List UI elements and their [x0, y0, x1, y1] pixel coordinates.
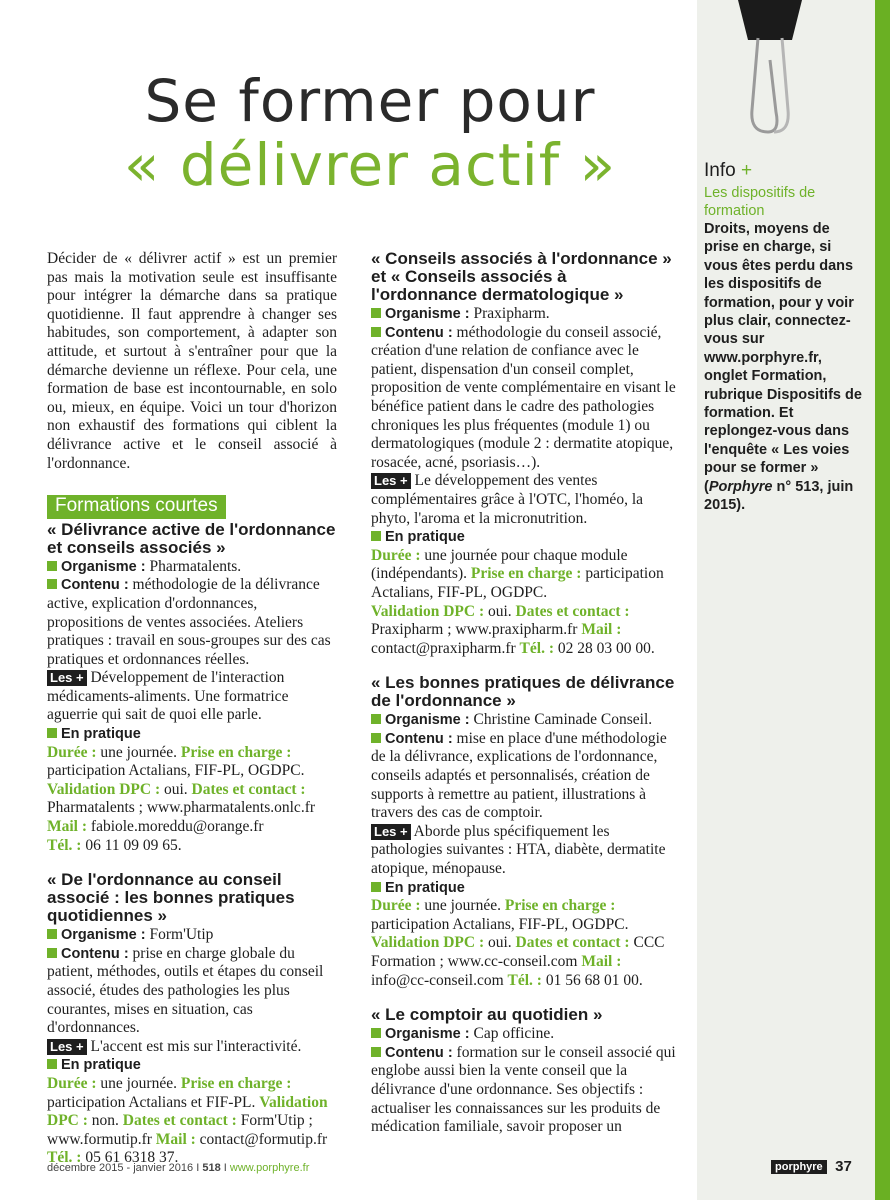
bullet-square-icon — [371, 308, 381, 318]
label-mail: Mail : — [47, 818, 88, 836]
info-heading — [704, 160, 864, 182]
label-dates: Dates et contact : — [191, 780, 306, 798]
footer — [47, 1162, 309, 1174]
label-tel: Tél. : — [47, 836, 82, 854]
entry-title: « Délivrance active de l'ordonnance et conseils associés » — [47, 519, 336, 557]
entry-dates: Form'Utip ; www.formutip.fr — [47, 1112, 313, 1148]
title-line-2: « délivrer actif » — [123, 130, 617, 199]
info-text-end: n° 513, juin 2015). — [704, 478, 854, 514]
label-organisme: Organisme : — [385, 1026, 470, 1043]
entry-title: « Le comptoir au quotidien » — [371, 1005, 603, 1025]
label-validation: Validation DPC : — [371, 602, 485, 620]
entry-plus: L'accent est mis sur l'interactivité. — [90, 1037, 302, 1055]
entry-duree: une journée. — [100, 1074, 177, 1092]
label-tel: Tél. : — [519, 639, 554, 657]
label-en-pratique: En pratique — [61, 726, 141, 743]
entry-contenu: formation sur le conseil associé qui englobe aussi bien la vente conseil que la délivrance d'une ordonnance. Ses objectifs : actualiser les connaissances sur les produits de médication familiale, savoir proposer un — [371, 1043, 676, 1136]
entry-tel: 05 61 6318 37. — [85, 1149, 179, 1167]
label-validation: Validation DPC : — [371, 934, 485, 952]
label-mail: Mail : — [581, 621, 622, 639]
entry-validation: oui. — [487, 602, 512, 620]
porphyre-logo: porphyre — [771, 1160, 827, 1174]
entry-duree: une journée. — [100, 743, 177, 761]
entry-organisme: Pharmatalents. — [149, 557, 242, 575]
les-plus-badge: Les + — [371, 473, 411, 489]
entry-mail: contact@praxipharm.fr — [371, 639, 516, 657]
entry-organisme: Christine Caminade Conseil. — [473, 711, 653, 729]
middle-column — [371, 250, 676, 1153]
bullet-square-icon — [371, 882, 381, 892]
entry-validation: oui. — [487, 934, 512, 952]
label-contenu: Contenu : — [61, 577, 129, 594]
section-banner: Formations courtes — [47, 495, 226, 519]
entry-formutip — [47, 871, 337, 1168]
les-plus-badge: Les + — [47, 670, 87, 686]
entry-contenu: méthodologie du conseil associé, création d'une relation de confiance avec le patient, dispensation d'un conseil complet, proposition de vente complémentaire en visant le bénéfice patient dans le cadre des pathologies chroniques les plus fréquentes (module 1) ou dermatologiques (module 2 : dermatite atopique, rosacée, acné, psoriasis…). — [371, 323, 676, 471]
entry-prise: participation Actalians, FIF-PL, OGDPC. — [47, 762, 305, 780]
entry-pharmatalents — [47, 521, 337, 856]
entry-prise: participation Actalians et FIF-PL. — [47, 1093, 256, 1111]
entry-prise: participation Actalians, FIF-PL, OGDPC. — [371, 565, 664, 601]
entry-cap-officine — [371, 1006, 676, 1137]
info-heading-text: Info — [704, 160, 736, 181]
label-organisme: Organisme : — [61, 927, 146, 944]
footer-url-link[interactable]: www.porphyre.fr — [229, 1162, 310, 1174]
entry-contenu: prise en charge globale du patient, méthodes, outils et étapes du conseil associé, études des pathologies les plus courantes, mises en situation, cas d'ordonnances. — [47, 944, 324, 1037]
label-dates: Dates et contact : — [515, 602, 630, 620]
entry-contenu: mise en place d'une méthodologie de la délivrance, explications de l'ordonnance, conseils adaptés et personnalisés, création de supports à remettre au patient, illustrations à travers des cas de comptoir. — [371, 729, 667, 822]
label-contenu: Contenu : — [61, 945, 129, 962]
label-contenu: Contenu : — [385, 324, 453, 341]
label-en-pratique: En pratique — [61, 1057, 141, 1074]
footer-date: décembre 2015 - janvier 2016 — [47, 1162, 194, 1174]
entry-title: « Les bonnes pratiques de délivrance de l'ordonnance » — [371, 673, 675, 711]
label-en-pratique: En pratique — [385, 529, 465, 546]
label-contenu: Contenu : — [385, 1044, 453, 1061]
entry-organisme: Cap officine. — [473, 1025, 555, 1043]
footer-separator: I — [223, 1162, 227, 1174]
bullet-square-icon — [371, 327, 381, 337]
label-contenu: Contenu : — [385, 730, 453, 747]
label-mail: Mail : — [155, 1130, 196, 1148]
label-en-pratique: En pratique — [385, 879, 465, 896]
label-tel: Tél. : — [507, 971, 542, 989]
label-duree: Durée : — [371, 546, 421, 564]
entry-dates: CCC Formation ; www.cc-conseil.com — [371, 934, 665, 970]
label-dates: Dates et contact : — [515, 934, 630, 952]
bullet-square-icon — [47, 561, 57, 571]
entry-tel: 06 11 09 09 65. — [85, 836, 182, 854]
info-text-body: Droits, moyens de prise en charge, si vous êtes perdu dans les dispositifs de formation, pour y voir plus clair, connectez-vous sur www.porphyre.fr, onglet Formation, rubrique Dispositifs de formation. Et replongez-vous dans l'enquête « Les voies pour se former » ( — [704, 221, 862, 495]
label-duree: Durée : — [371, 897, 421, 915]
bullet-square-icon — [371, 531, 381, 541]
label-duree: Durée : — [47, 1074, 97, 1092]
bullet-square-icon — [371, 733, 381, 743]
entry-tel: 01 56 68 01 00. — [545, 971, 643, 989]
entry-duree: une journée. — [424, 897, 501, 915]
title-line-1: Se former pour — [144, 67, 596, 135]
bullet-square-icon — [47, 728, 57, 738]
entry-dates: Pharmatalents ; www.pharmatalents.onlc.fr — [47, 799, 316, 817]
info-subtitle: Les dispositifs de formation — [704, 185, 816, 219]
entry-prise: participation Actalians, FIF-PL, OGDPC. — [371, 915, 629, 933]
entry-validation: non. — [91, 1112, 119, 1130]
label-organisme: Organisme : — [385, 306, 470, 322]
footer-issue: 518 — [202, 1162, 221, 1174]
label-mail: Mail : — [581, 953, 622, 970]
info-magazine-name: Porphyre — [708, 478, 773, 495]
entry-plus: Développement de l'interaction médicaments-aliments. Une formatrice aguerrie qui sait de quoi elle parle. — [47, 669, 289, 724]
label-validation: Validation DPC : — [47, 1093, 328, 1130]
entry-title: « De l'ordonnance au conseil associé : les bonnes pratiques quotidiennes » — [47, 870, 295, 926]
entry-organisme: Praxipharm. — [473, 305, 550, 322]
bullet-square-icon — [371, 1028, 381, 1038]
les-plus-badge: Les + — [47, 1039, 87, 1055]
entry-title: « Conseils associés à l'ordonnance » et « Conseils associés à l'ordonnance dermatologique » — [371, 249, 672, 304]
page-edge-stripe — [875, 0, 890, 1200]
entry-mail: info@cc-conseil.com — [371, 971, 504, 989]
label-prise: Prise en charge : — [504, 897, 616, 915]
label-duree: Durée : — [47, 743, 97, 761]
footer-page-marker — [771, 1158, 852, 1176]
entry-contenu: méthodologie de la délivrance active, explication d'ordonnances, propositions de ventes associées. Ateliers pratiques : travail en sous-groupes sur des cas pratiques et ordonnances réelles. — [47, 576, 331, 668]
left-column — [47, 250, 337, 1184]
entry-tel: 02 28 03 00 00. — [557, 639, 655, 657]
bullet-square-icon — [47, 579, 57, 589]
footer-separator: I — [196, 1162, 200, 1174]
label-organisme: Organisme : — [385, 712, 470, 729]
binder-clip-icon — [730, 0, 810, 140]
entry-duree: une journée pour chaque module (indépendants). — [371, 546, 628, 583]
intro-paragraph: Décider de « délivrer actif » est un premier pas mais la motivation seule est insuffisante pour intégrer la démarche dans sa pratique quotidienne. Il faut apprendre à changer ses habitudes, son comportement, à adapter son attitude, et surtout à s'entraîner pour que la démarche devienne un réflexe. Pour cela, une formation de base est incontournable, en solo ou, mieux, en équipe. Voici un tour d'horizon non exhaustif des formations qui ciblent la délivrance active et le conseil associé à l'ordonnance. — [47, 250, 337, 472]
label-dates: Dates et contact : — [122, 1112, 237, 1130]
label-prise: Prise en charge : — [470, 565, 582, 583]
entry-mail: contact@formutip.fr — [199, 1130, 328, 1148]
bullet-square-icon — [47, 929, 57, 939]
entry-plus: Aborde plus spécifiquement les pathologies suivantes : HTA, diabète, dermatite atopique, ménopause. — [371, 822, 666, 878]
info-plus-icon: + — [740, 160, 753, 181]
page-title — [60, 67, 680, 199]
bullet-square-icon — [47, 948, 57, 958]
bullet-square-icon — [371, 1047, 381, 1057]
page-number: 37 — [835, 1158, 852, 1176]
entry-mail: fabiole.moreddu@orange.fr — [90, 818, 264, 836]
label-prise: Prise en charge : — [180, 1074, 292, 1092]
label-organisme: Organisme : — [61, 558, 146, 575]
label-validation: Validation DPC : — [47, 780, 161, 798]
entry-caminade — [371, 674, 676, 990]
entry-plus: Le développement des ventes complémentaires grâce à l'OTC, l'homéo, la phyto, l'aroma et la micronutrition. — [371, 472, 643, 527]
entry-praxipharm — [371, 250, 676, 658]
entry-organisme: Form'Utip — [149, 926, 214, 944]
entry-dates: Praxipharm ; www.praxipharm.fr — [371, 621, 578, 639]
bullet-square-icon — [47, 1059, 57, 1069]
info-box — [704, 160, 864, 515]
les-plus-badge: Les + — [371, 824, 411, 840]
info-text — [704, 220, 864, 515]
entry-validation: oui. — [163, 780, 188, 798]
label-prise: Prise en charge : — [180, 743, 292, 761]
label-tel: Tél. : — [47, 1149, 82, 1167]
bullet-square-icon — [371, 714, 381, 724]
